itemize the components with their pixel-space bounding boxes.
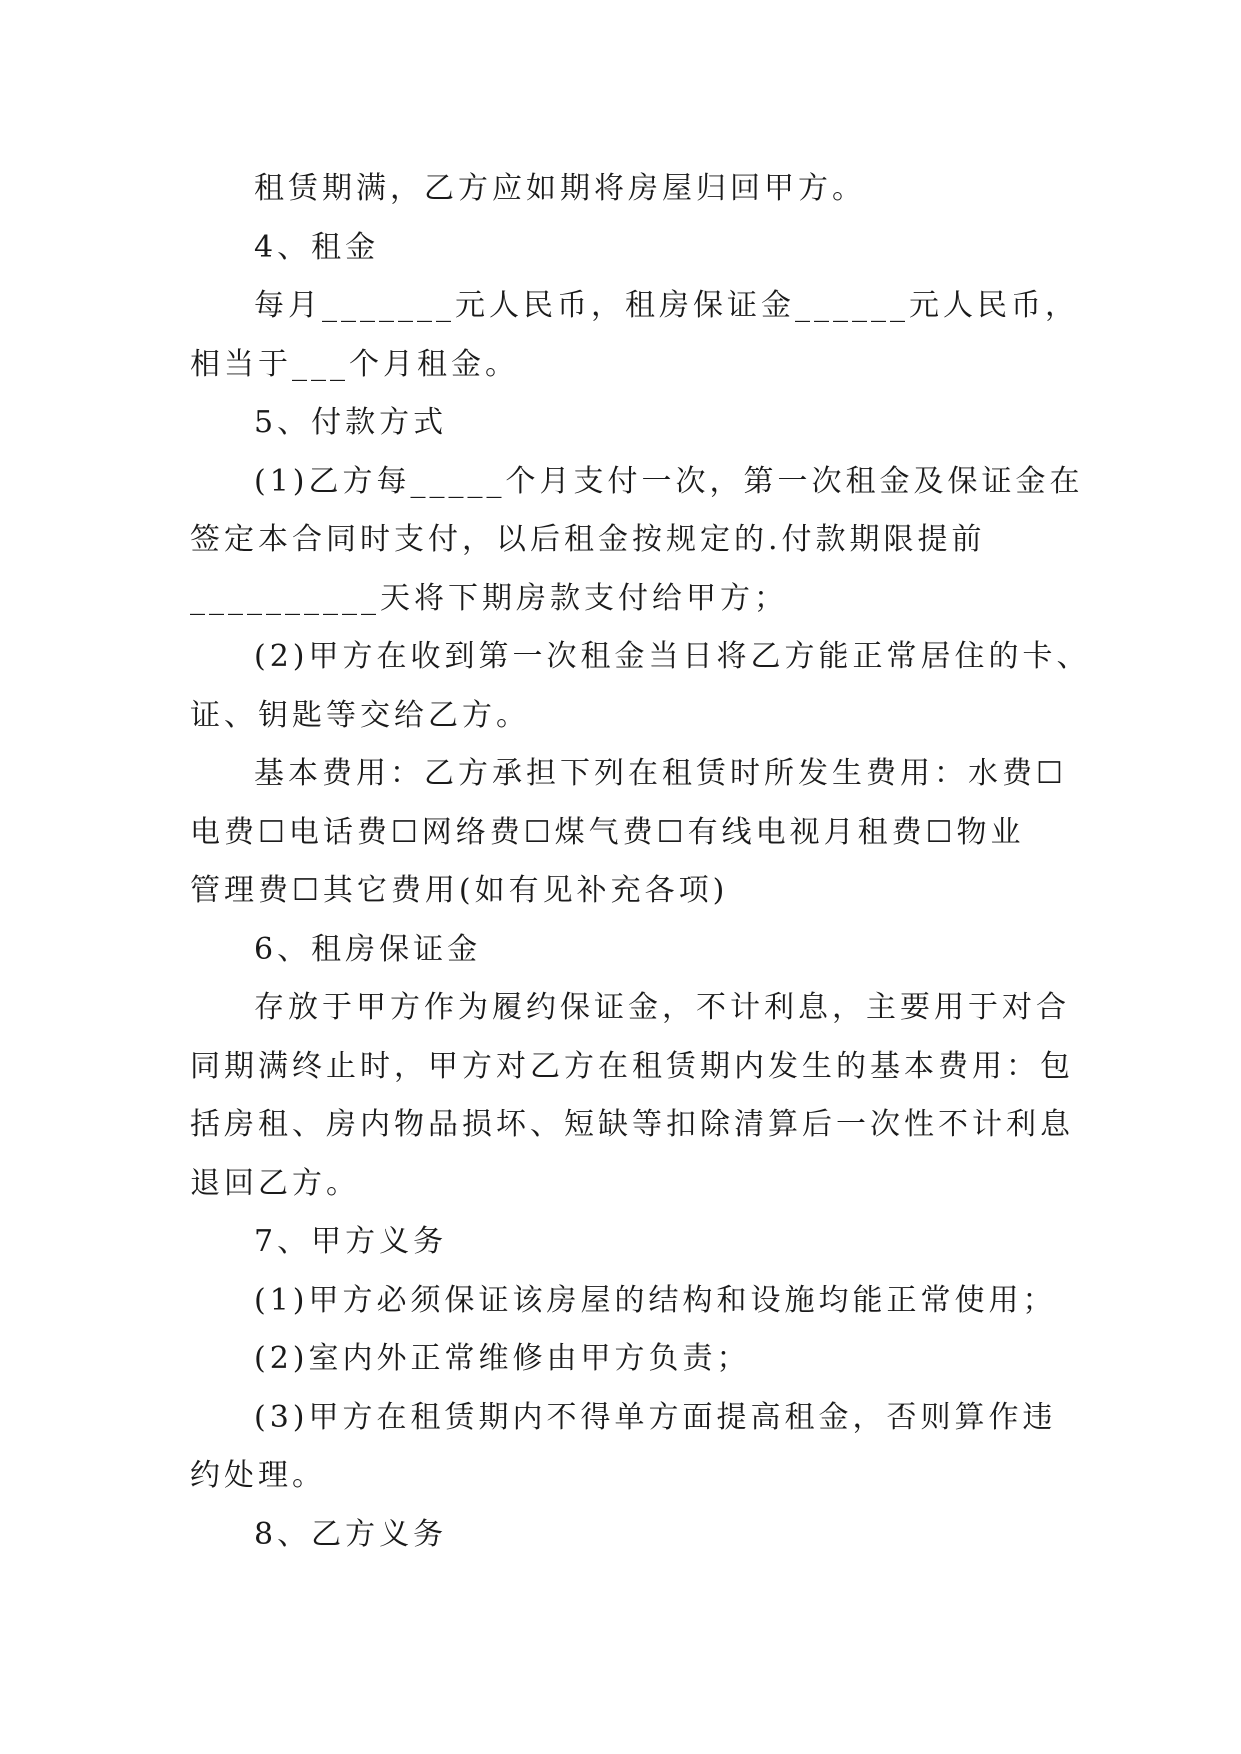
text-line: 6、租房保证金	[254, 931, 482, 967]
paragraph-payment-1	[190, 453, 1084, 629]
text-line: 5、付款方式	[254, 405, 448, 440]
paragraph-rent-amount	[190, 277, 1079, 394]
text-line: 4、租金	[254, 229, 380, 265]
paragraph-party-a-duty-2	[190, 1330, 1060, 1389]
text-line: 相当于___个月租金。	[190, 346, 519, 382]
document-body	[190, 160, 1091, 1564]
heading-rent	[190, 219, 1060, 278]
text-line: 8、乙方义务	[254, 1516, 448, 1552]
text-line: 证、钥匙等交给乙方。	[190, 697, 530, 733]
heading-payment-method	[190, 394, 1060, 453]
paragraph-party-a-duty-1	[190, 1272, 1060, 1331]
paragraph-party-a-duty-3	[190, 1389, 1060, 1506]
text-line: 签定本合同时支付，以后租金按规定的.付款期限提前	[190, 522, 986, 557]
text-line: 管理费☐其它费用(如有见补充各项)	[190, 873, 729, 908]
text-line: __________天将下期房款支付给甲方；	[190, 580, 788, 616]
heading-party-a-duties	[190, 1213, 1060, 1272]
heading-party-b-duties	[190, 1506, 1060, 1565]
text-line: 7、甲方义务	[254, 1224, 448, 1259]
text-line: 同期满终止时，甲方对乙方在租赁期内发生的基本费用：包	[190, 1048, 1074, 1084]
text-line: 存放于甲方作为履约保证金，不计利息，主要用于对合	[254, 990, 1070, 1025]
paragraph-payment-2	[190, 628, 1091, 745]
text-line: (1)甲方必须保证该房屋的结构和设施均能正常使用；	[254, 1282, 1057, 1318]
text-line: 基本费用：乙方承担下列在租赁时所发生费用：水费☐	[254, 756, 1067, 791]
text-line: 电费☐电话费☐网络费☐煤气费☐有线电视月租费☐物业	[190, 814, 1025, 850]
text-line: (1)乙方每_____个月支付一次，第一次租金及保证金在	[254, 463, 1084, 499]
text-line: (2)室内外正常维修由甲方负责；	[254, 1341, 751, 1376]
text-line: 括房租、房内物品损坏、短缺等扣除清算后一次性不计利息	[190, 1107, 1074, 1142]
text-line: (2)甲方在收到第一次租金当日将乙方能正常居住的卡、	[254, 639, 1091, 674]
text-line: 租赁期满，乙方应如期将房屋归回甲方。	[254, 171, 866, 206]
paragraph-lease-expiry	[190, 160, 1060, 219]
text-line: (3)甲方在租赁期内不得单方面提高租金，否则算作违	[254, 1399, 1057, 1435]
paragraph-deposit	[190, 979, 1074, 1213]
heading-deposit	[190, 921, 1060, 980]
text-line: 约处理。	[190, 1458, 326, 1493]
text-line: 每月_______元人民币，租房保证金______元人民币，	[254, 288, 1079, 323]
text-line: 退回乙方。	[190, 1165, 360, 1201]
paragraph-basic-fees	[190, 745, 1067, 921]
